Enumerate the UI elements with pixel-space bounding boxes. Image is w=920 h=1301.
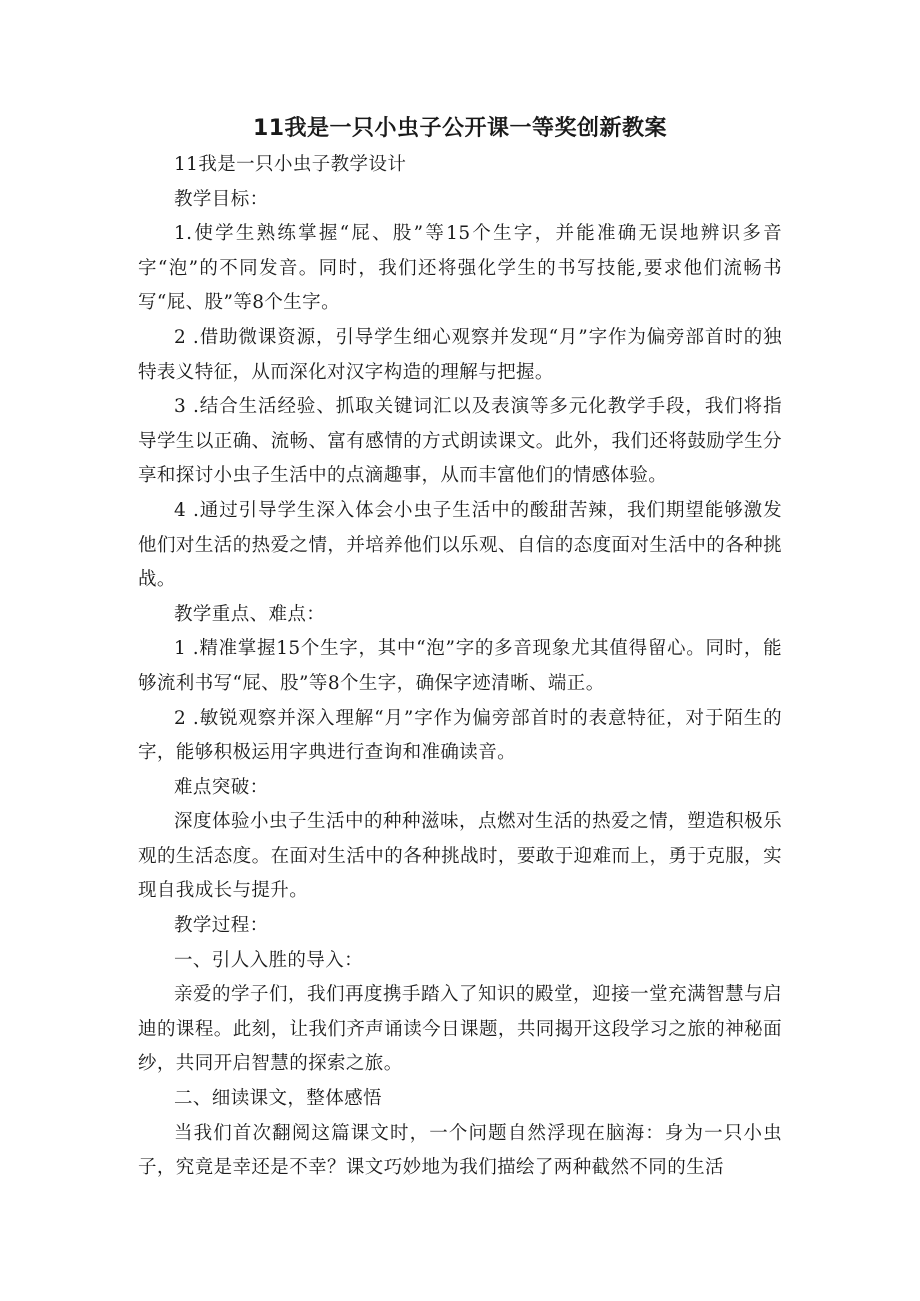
paragraph-goal-1: 1.使学生熟练掌握“屁、股”等15个生字，并能准确无误地辨识多音字“泡”的不同发音。同时，我们还将强化学生的书写技能,要求他们流畅书写“屁、股”等8个生字。: [138, 223, 782, 314]
paragraph-goal-4: 4 .通过引导学生深入体会小虫子生活中的酸甜苦辣，我们期望能够激发他们对生活的热爱之情，并培养他们以乐观、自信的态度面对生活中的各种挑战。: [138, 499, 782, 591]
paragraph-key-point-1: 1 .精准掌握15个生字，其中“泡”字的多音现象尤其值得留心。同时，能够流利书写“屁、股”等8个生字，确保字迹清晰、端正。: [138, 638, 782, 694]
paragraph-key-point-2: 2 .敏锐观察并深入理解“月”字作为偏旁部首时的表意特征，对于陌生的字，能够积极运用字典进行查询和准确读音。: [138, 707, 782, 764]
section-heading-breakthrough: 难点突破：: [174, 776, 269, 798]
section-heading-key-points: 教学重点、难点：: [174, 603, 326, 625]
document-body: [138, 148, 782, 1186]
paragraph-reading: 当我们首次翻阅这篇课文时，一个问题自然浮现在脑海：身为一只小虫子，究竟是幸还是不幸？课文巧妙地为我们描绘了两种截然不同的生活: [138, 1122, 782, 1179]
paragraph-goal-3: 3 .结合生活经验、抓取关键词汇以及表演等多元化教学手段，我们将指导学生以正确、流畅、富有感情的方式朗读课文。此外，我们还将鼓励学生分享和探讨小虫子生活中的点滴趣事，从而丰富他们的情感体验。: [138, 396, 782, 487]
subsection-heading-reading: 二、细读课文，整体感悟: [174, 1088, 382, 1110]
subtitle-line: 11我是一只小虫子教学设计: [174, 154, 407, 175]
paragraph-goal-2: 2 .借助微课资源，引导学生细心观察并发现“月”字作为偏旁部首时的独特表义特征，从而深化对汉字构造的理解与把握。: [138, 326, 782, 383]
subsection-heading-intro: 一、引人入胜的导入：: [174, 949, 364, 971]
paragraph-intro: 亲爱的学子们，我们再度携手踏入了知识的殿堂，迎接一堂充满智慧与启迪的课程。此刻，让我们齐声诵读今日课题，共同揭开这段学习之旅的神秘面纱，共同开启智慧的探索之旅。: [138, 984, 782, 1075]
section-heading-process: 教学过程：: [174, 915, 269, 937]
paragraph-breakthrough: 深度体验小虫子生活中的种种滋味，点燃对生活的热爱之情，塑造积极乐观的生活态度。在面对生活中的各种挑战时，要敢于迎难而上，勇于克服，实现自我成长与提升。: [138, 811, 782, 902]
section-heading-goals: 教学目标：: [174, 188, 269, 210]
document-title: 11我是一只小虫子公开课一等奖创新教案: [252, 116, 668, 141]
